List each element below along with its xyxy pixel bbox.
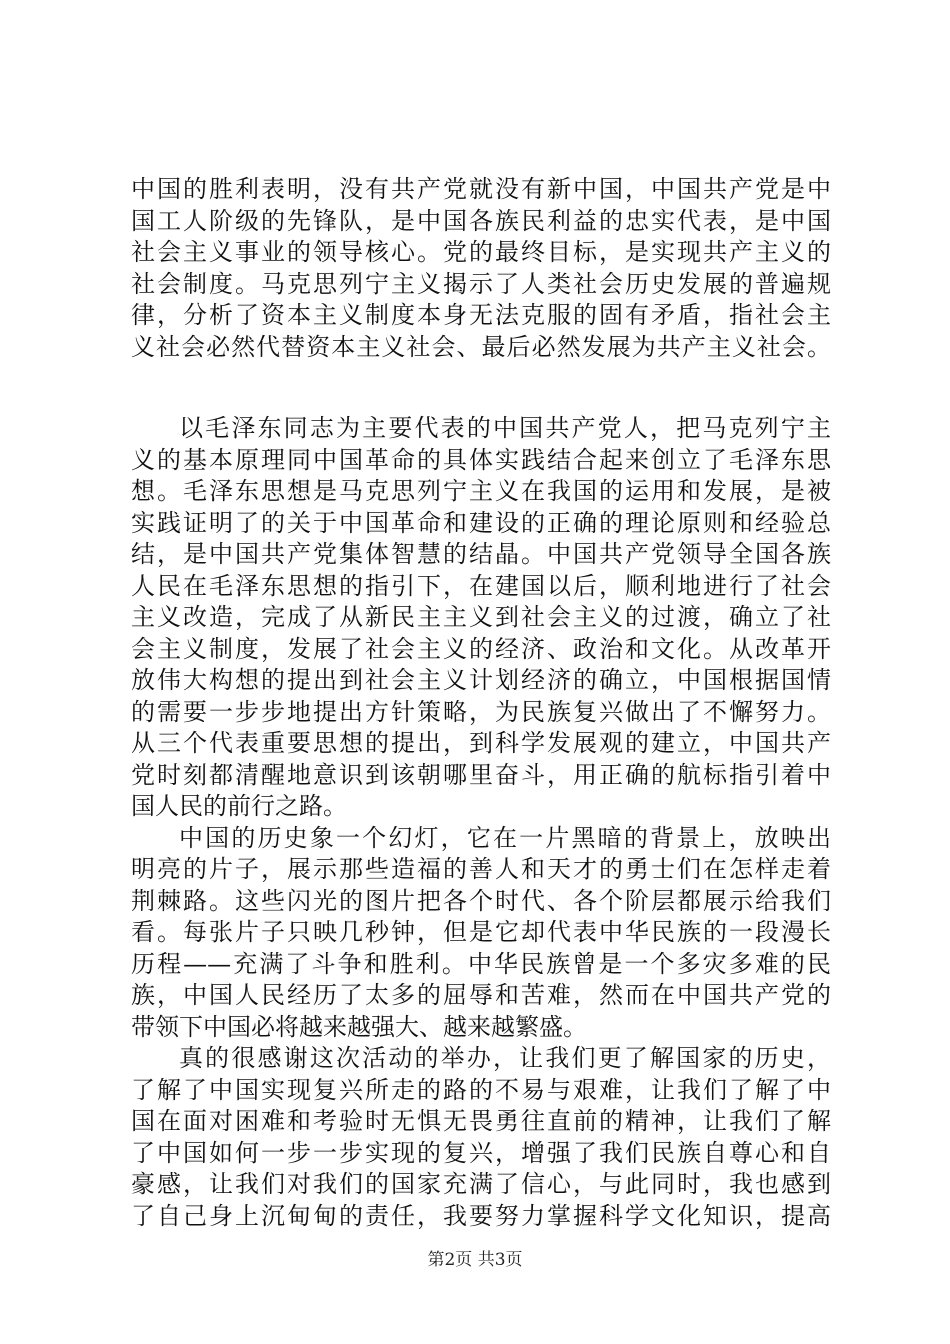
paragraph-line: 了解了中国实现复兴所走的路的不易与艰难，让我们了解了中 [131, 1075, 831, 1104]
paragraph-line: 国工人阶级的先锋队，是中国各族民利益的忠实代表，是中国 [131, 206, 831, 235]
paragraph-line: 带领下中国必将越来越强大、越来越繁盛。 [131, 1012, 587, 1041]
paragraph-3 [131, 823, 831, 1044]
paragraph-line: 中国的历史象一个幻灯，它在一片黑暗的背景上，放映出 [179, 823, 831, 852]
paragraph-line: 以毛泽东同志为主要代表的中国共产党人，把马克列宁主 [179, 414, 831, 442]
paragraph-line: 社会制度。马克思列宁主义揭示了人类社会历史发展的普遍规 [131, 269, 831, 298]
paragraph-spacer [131, 363, 831, 413]
paragraph-line: 义社会必然代替资本主义社会、最后必然发展为共产主义社会。 [131, 332, 831, 361]
paragraph-line: 中国的胜利表明，没有共产党就没有新中国，中国共产党是中 [131, 175, 831, 203]
paragraph-line: 豪感，让我们对我们的国家充满了信心，与此同时，我也感到 [131, 1170, 831, 1198]
paragraph-line: 历程——充满了斗争和胜利。中华民族曾是一个多灾多难的民 [131, 949, 831, 978]
paragraph-line: 会主义制度，发展了社会主义的经济、政治和文化。从改革开 [131, 634, 831, 663]
paragraph-line: 族，中国人民经历了太多的屈辱和苦难，然而在中国共产党的 [131, 981, 831, 1009]
paragraph-2 [131, 413, 831, 823]
paragraph-line: 实践证明了的关于中国革命和建设的正确的理论原则和经验总 [131, 508, 831, 537]
paragraph-line: 社会主义事业的领导核心。党的最终目标，是实现共产主义的 [131, 238, 831, 266]
paragraph-line: 国在面对困难和考验时无惧无畏勇往直前的精神，让我们了解 [131, 1107, 831, 1135]
paragraph-line: 了中国如何一步一步实现的复兴，增强了我们民族自尊心和自 [131, 1138, 831, 1167]
page-number-footer: 第2页 共3页 [427, 1250, 523, 1270]
paragraph-line: 看。每张片子只映几秒钟，但是它却代表中华民族的一段漫长 [131, 918, 831, 946]
paragraph-line: 从三个代表重要思想的提出，到科学发展观的建立，中国共产 [131, 729, 831, 757]
paragraph-line: 真的很感谢这次活动的举办，让我们更了解国家的历史， [179, 1044, 831, 1072]
paragraph-line: 义的基本原理同中国革命的具体实践结合起来创立了毛泽东思 [131, 445, 831, 474]
paragraph-line: 了自己身上沉甸甸的责任，我要努力掌握科学文化知识，提高 [131, 1201, 831, 1230]
paragraph-line: 律，分析了资本主义制度本身无法克服的固有矛盾，指社会主 [131, 301, 831, 329]
paragraph-line: 的需要一步步地提出方针策略，为民族复兴做出了不懈努力。 [131, 697, 831, 726]
paragraph-line: 想。毛泽东思想是马克思列宁主义在我国的运用和发展，是被 [131, 477, 831, 505]
paragraph-line: 放伟大构想的提出到社会主义计划经济的确立，中国根据国情 [131, 666, 831, 694]
paragraph-1 [131, 174, 831, 363]
body-text [131, 174, 831, 1232]
paragraph-line: 结，是中国共产党集体智慧的结晶。中国共产党领导全国各族 [131, 540, 831, 568]
paragraph-4 [131, 1043, 831, 1232]
paragraph-line: 荆棘路。这些闪光的图片把各个时代、各个阶层都展示给我们 [131, 886, 831, 915]
paragraph-line: 明亮的片子，展示那些造福的善人和天才的勇士们在怎样走着 [131, 855, 831, 883]
paragraph-line: 党时刻都清醒地意识到该朝哪里奋斗，用正确的航标指引着中 [131, 760, 831, 789]
paragraph-line: 国人民的前行之路。 [131, 792, 347, 820]
paragraph-line: 主义改造，完成了从新民主主义到社会主义的过渡，确立了社 [131, 603, 831, 631]
paragraph-line: 人民在毛泽东思想的指引下，在建国以后，顺利地进行了社会 [131, 571, 831, 600]
